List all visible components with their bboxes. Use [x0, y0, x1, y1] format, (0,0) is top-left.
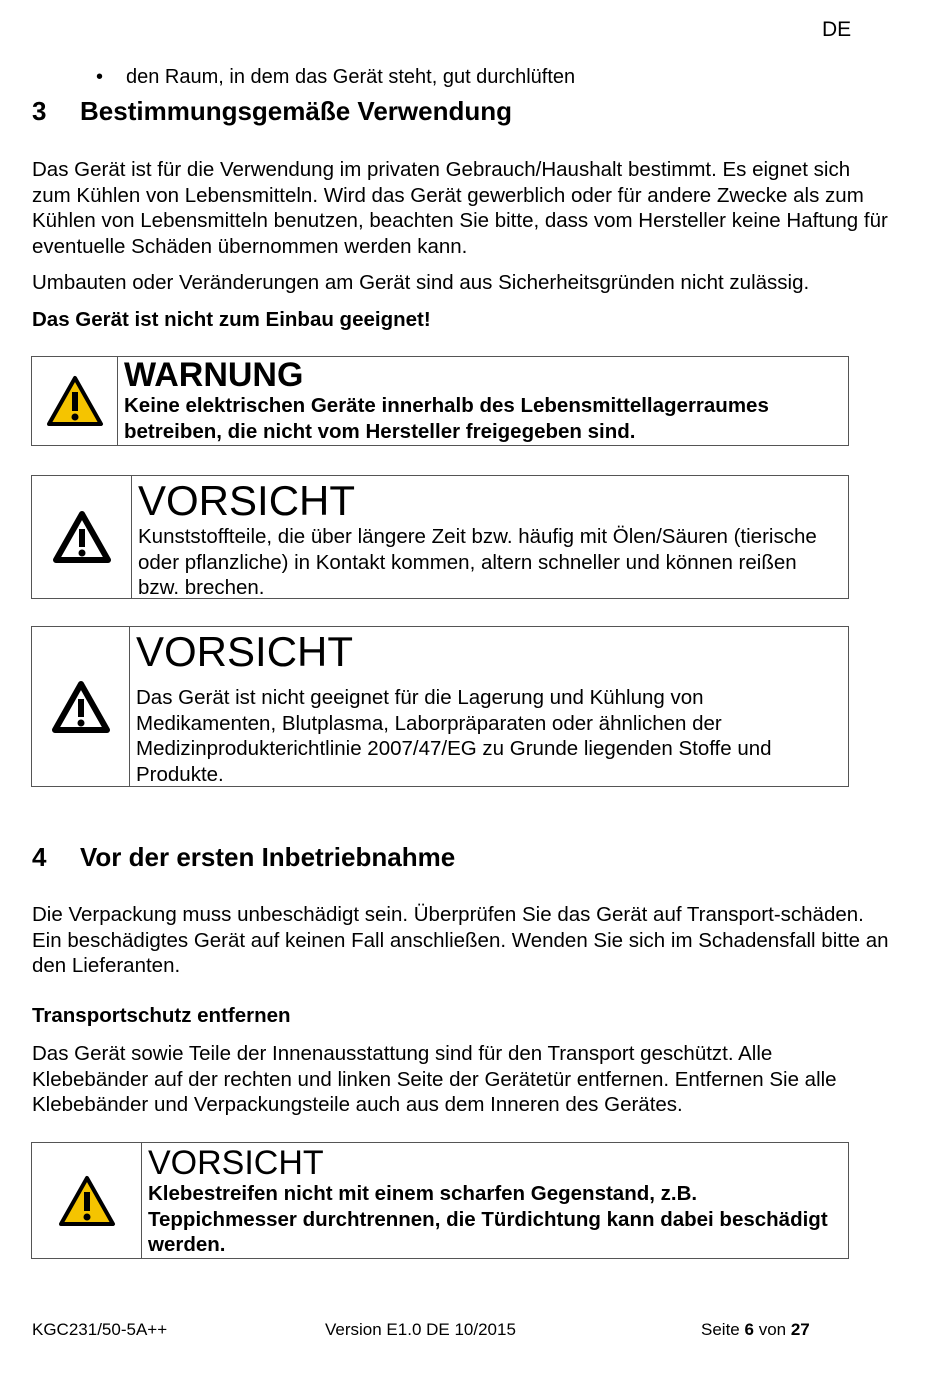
- caution-box: [31, 1142, 849, 1259]
- box-text: Das Gerät ist nicht geeignet für die Lagerung und Kühlung von Medikamenten, Blutplasma, Laborpräparaten oder ähnlichen der Medizinprodukterichtlinie 2007/47/EG zu Grunde liegenden Stoffe und Produkte.: [136, 686, 772, 786]
- warning-triangle-icon: [46, 375, 104, 427]
- box-title: VORSICHT: [138, 477, 356, 524]
- list-item-text: den Raum, in dem das Gerät steht, gut durchlüften: [126, 66, 576, 88]
- bullet-dot: •: [96, 66, 104, 88]
- footer-model: KGC231/50-5A++: [32, 1320, 168, 1339]
- text-cell: [132, 476, 848, 598]
- warning-triangle-icon: [58, 1175, 116, 1227]
- paragraph: Das Gerät sowie Teile der Innenausstattung sind für den Transport geschützt. Alle Klebebänder auf der rechten und linken Seite der Gerätetür entfernen. Entfernen Sie alle Klebebänder und Verpackungsteile auch aus dem Inneren des Gerätes.: [32, 1042, 837, 1116]
- icon-cell: [32, 1143, 142, 1258]
- icon-cell: [32, 627, 130, 786]
- text-cell: [142, 1143, 848, 1258]
- box-title: WARNUNG: [124, 356, 304, 394]
- section-title: Bestimmungsgemäße Verwendung: [80, 96, 512, 126]
- warning-box: [31, 356, 849, 446]
- section-3-heading: [32, 96, 512, 127]
- box-text: Kunststoffteile, die über längere Zeit bzw. häufig mit Ölen/Säuren (tierische oder pflanzliche) in Kontakt kommen, altern schneller und können reißen bzw. brechen.: [138, 525, 817, 599]
- section-4-heading: [32, 842, 455, 873]
- paragraph-bold: Das Gerät ist nicht zum Einbau geeignet!: [32, 308, 431, 331]
- box-title: VORSICHT: [148, 1144, 324, 1182]
- box-text: Klebestreifen nicht mit einem scharfen Gegenstand, z.B. Teppichmesser durchtrennen, die Türdichtung kann dabei beschädigt werden.: [148, 1182, 828, 1256]
- icon-cell: [32, 476, 132, 598]
- caution-box: [31, 475, 849, 599]
- page-prefix: Seite: [701, 1320, 740, 1339]
- paragraph: Die Verpackung muss unbeschädigt sein. Überprüfen Sie das Gerät auf Transport-schäden. Ein beschädigtes Gerät auf keinen Fall anschließen. Wenden Sie sich im Schadensfall bitte an den Lieferanten.: [32, 903, 889, 977]
- paragraph: Umbauten oder Veränderungen am Gerät sind aus Sicherheitsgründen nicht zulässig.: [32, 271, 810, 294]
- section-number: 4: [32, 842, 47, 872]
- section-title: Vor der ersten Inbetriebnahme: [80, 842, 456, 872]
- paragraph: Das Gerät ist für die Verwendung im privaten Gebrauch/Haushalt bestimmt. Es eignet sich zum Kühlen von Lebensmitteln. Wird das Gerät gewerblich oder für andere Zwecke als zum Kühlen von Lebensmitteln benutzen, beachten Sie bitte, dass vom Hersteller keine Haftung für eventuelle Schäden übernommen werden kann.: [32, 158, 888, 258]
- warning-triangle-icon: [52, 510, 112, 564]
- list-item: [96, 66, 575, 89]
- footer-version: Version E1.0 DE 10/2015: [325, 1320, 516, 1339]
- icon-cell: [32, 357, 118, 445]
- language-code: DE: [822, 18, 852, 41]
- section-number: 3: [32, 96, 47, 126]
- page-mid: von: [758, 1320, 787, 1339]
- page-total: 27: [790, 1320, 810, 1339]
- text-cell: [130, 627, 848, 786]
- box-title: VORSICHT: [136, 628, 354, 675]
- text-cell: [118, 357, 848, 445]
- warning-triangle-icon: [51, 680, 111, 734]
- subheading: Transportschutz entfernen: [32, 1004, 291, 1027]
- page-current: 6: [744, 1320, 754, 1339]
- caution-box: [31, 626, 849, 787]
- box-text: Keine elektrischen Geräte innerhalb des Lebensmittellagerraumes betreiben, die nicht vom Hersteller freigegeben sind.: [124, 394, 769, 443]
- footer-page-number: [701, 1320, 810, 1340]
